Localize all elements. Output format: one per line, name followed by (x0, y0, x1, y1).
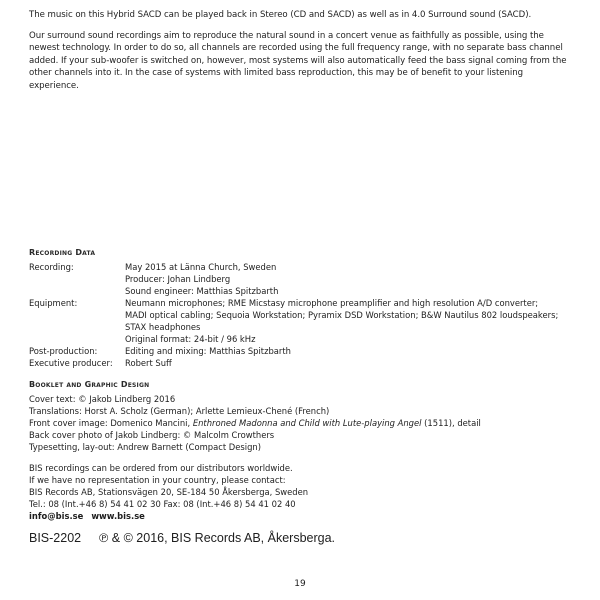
post-production-row (29, 345, 574, 357)
front-cover-prefix: Front cover image: Domenico Mancini, (29, 418, 193, 428)
company-address: BIS Records AB, Stationsvägen 20, SE-184 50 Åkersberga, Sweden (29, 487, 309, 497)
sound-engineer-value: Sound engineer: Matthias Spitzbarth (125, 286, 279, 296)
executive-producer-row (29, 357, 574, 369)
booklet-design-heading: Booklet and Graphic Design (29, 380, 150, 389)
equipment-value: STAX headphones (125, 322, 201, 332)
paragraph-line: Our surround sound recordings aim to reproduce the natural sound in a concert venue as faithfully as possible, using (29, 30, 528, 41)
producer-value: Producer: Johan Lindberg (125, 274, 231, 284)
typesetting-credit: Typesetting, lay-out: Andrew Barnett (Compact Design) (29, 442, 261, 452)
paragraph-line: bass channel added. If your sub-woofer is switched on, however, most systems will also automatically feed the bass (29, 43, 563, 66)
surround-info-section (29, 9, 574, 92)
recording-data-heading: Recording Data (29, 248, 96, 257)
original-format-value: Original format: 24-bit / 96 kHz (125, 334, 256, 344)
cover-text-credit: Cover text: © Jakob Lindberg 2016 (29, 394, 176, 404)
front-cover-suffix: (1511), detail (421, 418, 481, 428)
equipment-row (29, 297, 574, 345)
recording-row (29, 261, 574, 297)
equipment-label: Equipment: (29, 298, 78, 308)
booklet-design-section (29, 379, 574, 453)
recording-value: May 2015 at Länna Church, Sweden (125, 262, 277, 272)
contact-section (29, 462, 574, 522)
translations-credit: Translations: Horst A. Scholz (German); Arlette Lemieux-Chené (French) (29, 406, 330, 416)
stereo-surround-paragraph: The music on this Hybrid SACD can be played back in Stereo (CD and SACD) as well as in 4.0 Surround sound (SACD). (29, 10, 532, 20)
surround-explanation-paragraph (29, 30, 574, 93)
phone-fax: Tel.: 08 (Int.+46 8) 54 41 02 30 Fax: 08 (Int.+46 8) 54 41 02 40 (29, 499, 296, 509)
email-link[interactable]: info@bis.se (29, 511, 84, 521)
catalogue-number: BIS-2202 (29, 531, 82, 545)
recording-values (125, 261, 574, 297)
post-production-value: Editing and mixing: Matthias Spitzbarth (125, 346, 291, 356)
website-link[interactable]: www.bis.se (91, 511, 145, 521)
ordering-info: BIS recordings can be ordered from our distributors worldwide. (29, 463, 293, 473)
recording-label: Recording: (29, 262, 74, 272)
equipment-values (125, 297, 574, 345)
post-production-label: Post-production: (29, 346, 98, 356)
representation-info: If we have no representation in your country, please contact: (29, 475, 286, 485)
executive-producer-values (125, 357, 574, 369)
equipment-value: MADI optical cabling; Sequoia Workstation; Pyramix DSD Workstation; B&W Nautilus 802 loudspeakers; (125, 310, 559, 320)
equipment-value: Neumann microphones; RME Micstasy microphone preamplifier and high resolution A/D converter; (125, 298, 539, 308)
executive-producer-value: Robert Suff (125, 358, 172, 368)
front-cover-credit (29, 417, 574, 429)
artwork-title: Enthroned Madonna and Child with Lute-playing Angel (192, 418, 422, 428)
contact-links (29, 510, 574, 522)
back-cover-credit: Back cover photo of Jakob Lindberg: © Malcolm Crowthers (29, 430, 275, 440)
post-production-values (125, 345, 574, 357)
executive-producer-label: Executive producer: (29, 358, 113, 368)
page-number: 19 (294, 579, 306, 589)
copyright-notice: ℗ & © 2016, BIS Records AB, Åkersberga. (99, 531, 336, 545)
paragraph-line: the newest technology. In order to do so, all channels are recorded using the full frequency range, with no separate (29, 30, 544, 53)
paragraph-line: signal coming from the other channels into it. In the case of systems with limited bass reproduction, this may be of (29, 55, 567, 78)
recording-data-section (29, 247, 574, 369)
catalogue-copyright-line (29, 530, 335, 546)
paragraph-line: benefit to your listening experience. (29, 68, 524, 91)
